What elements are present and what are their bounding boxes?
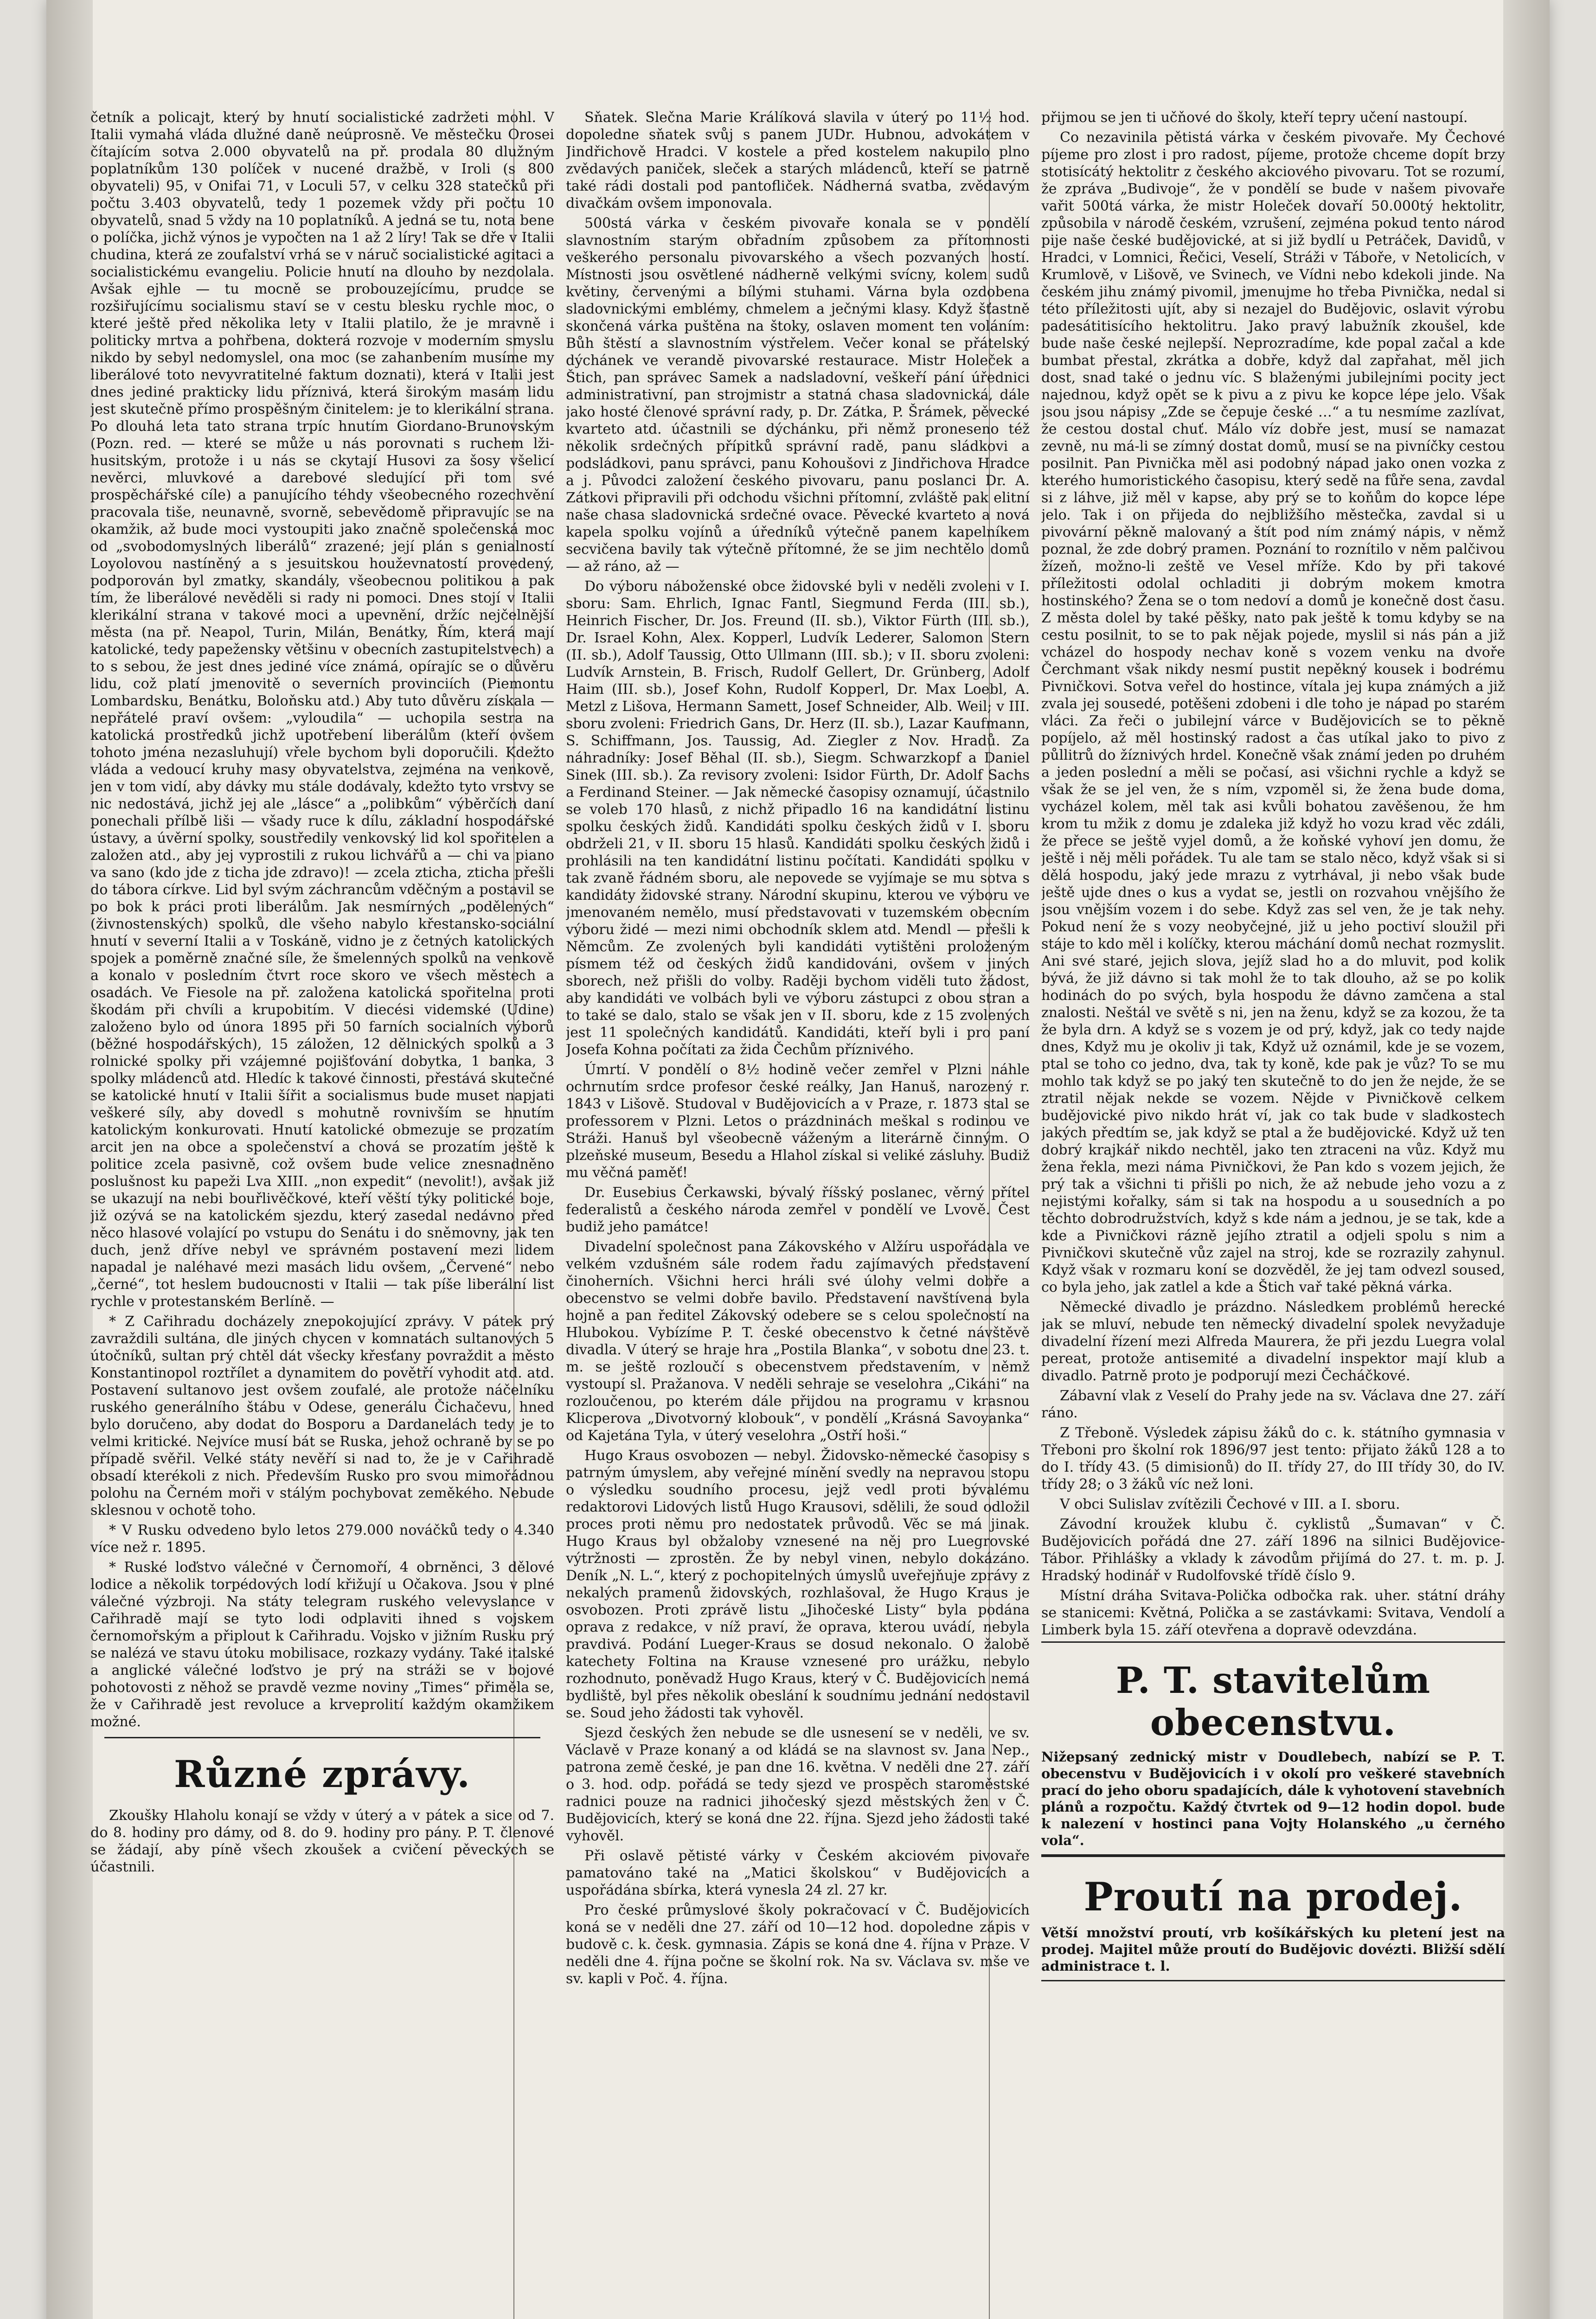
article-matice-collection: Při oslavě pětisté várky v Českém akciovém pivovaře pamatováno také na „Matici školskou“ v Budějovicích a uspořádána sbírka, která vynesla 24 zl. 27 kr. xyxy=(566,1848,1030,1898)
advertisement-willow-text: Větší množství proutí, vrb košíkářských ku pletení jest na prodej. Majitel může proutí do Budějovic dovézti. Bližší sdělí administrace t. l. xyxy=(1041,1925,1505,1974)
article-industrial-school: Pro české průmyslové školy pokračovací v Č. Budějovicích koná se v neděli dne 27. září od 10—12 hod. dopoledne zápis v budově c. k. česk. gymnasia. Zápis se koná dne 4. října v Praze. V neděli dne 4. října počne se školní rok. Na sv. Václava sv. mše ve sv. kapli v Poč. 4. října. xyxy=(566,1902,1030,1987)
section-title-ruzne-zpravy: Různé zprávy. xyxy=(174,1752,471,1796)
article-cyclist-race: Závodní kroužek klubu č. cyklistů „Šumavan“ v Č. Budějovicích pořádá dne 27. září 1896 na silnici Budějovice-Tábor. Přihlášky a vklady k závodům přijímá do 27. t. m. p. J. Hradský hodinář v Rudolfovské třídě číslo 9. xyxy=(1041,1516,1505,1584)
article-theatre-zakovsky: Divadelní společnost pana Zákovského v Alžíru uspořádala ve velkém vzdušném sále rodem řadu zajímavých představení činoherních. Všichni herci hráli své úlohy velmi dobře a obecenstvo se velmi dobře bavilo. Představení navštívena byla hojně a pan ředitel Zákovský odebere se s celou společností na Hlubokou. Vybízíme P. T. české obecenstvo k četné návštěvě divadla. V úterý se hraje hra „Postila Blanka“, v sobotu dne 23. t. m. se ještě rozloučí s obecenstvem představením, v němž vystoupí sl. Pražanova. V neděli sehraje se veselohra „Cikáni“ na rozloučenou, po kterém dále přijdou na programu v krasnou Klicperova „Divotvorný klobouk“, v pondělí „Krásná Savoyanka“ od Kajetána Tyla, v úterý veselohra „Ostří hoši.“ xyxy=(566,1239,1030,1444)
article-hugo-kraus: Hugo Kraus osvobozen — nebyl. Židovsko-německé časopisy s patrným úmyslem, aby veřejné mínění svedly na nepravou stopu o výsledku soudního procesu, jejž vedl proti bývalému redaktorovi Lidových listů Hugo Krausovi, sdělili, že soud odložil proces proti němu pro nedostatek průvodů. Věc se má jinak. Hugo Kraus byl obžaloby vznesené na něj pro Luegrovské výtržnosti — zprostěn. Že by nebyl vinen, nebylo dokázáno. Deník „N. L.“, který z pochopitelných úmyslů uveřejňuje zprávy z nekalých pramenů židovských, rozhlašoval, že Hugo Kraus je osvobozen. Proti zprávě listu „Jihočeské Listy“ byla podána oprava z redakce, v níž praví, že oprava, kterou uvádí, nebyla pravdivá. Podání Lueger-Kraus se dosud nekonalo. O žalobě katechety Foltina na Krause vznesené pro urážku, nebylo rozhodnuto, poněvadž Hugo Kraus, který v Č. Budějovicích nemá bydliště, byl přes několik obeslání k soudnímu jednání nedostavil se. Soud jeho žádosti tak vyhověl. xyxy=(566,1448,1030,1721)
article-excursion-train: Zábavní vlak z Veselí do Prahy jede na sv. Václava dne 27. září ráno. xyxy=(1041,1388,1505,1421)
advertisement-builder xyxy=(1041,1641,1505,1856)
article-constantinople: * Z Cařihradu docházely znepokojující zprávy. V pátek prý zavraždili sultána, dle jiných chycen v komnatách sultanových 5 útočníků, sultan prý chtěl dát všecky křesťany povraždit a město Konstantinopol roztřílet a dynamitem do povětří vyhodit atd. atd. Postavení sultanovo jest ovšem zoufalé, ale protože náčelníku ruského generálního štábu v Odese, generálu Čichačevu, hned bylo doručeno, aby dodat do Bosporu a Dardanelách tedy je to velmi kritické. Nejvíce musí bát se Ruska, jehož ochraně by se po případě svěřil. Velké státy nevěří si nad to, že je v Cařihradě obsadí kterékoli z nich. Především Rusko pro svou mimořádnou polohu na Černém moři v stálým pochybovat zeměkého. Nebude sklesnou v ochotě toho. xyxy=(90,1313,554,1518)
article-womens-congress: Sjezd českých žen nebude se dle usnesení se v neděli, ve sv. Václavě v Praze konaný a od kládá se na slavnost sv. Jana Nep., patrona země české, je pan dne 16. května. V neděli dne 27. září o 3. hod. odp. pořádá se tedy sjezd ve prospěch staroměstské radnici pouze na radnici jihočeský sjezd městských žen v Č. Budějovicích, který se koná dne 22. října. Sjezd jeho žádosti také vyhověl. xyxy=(566,1725,1030,1844)
columns-container xyxy=(90,109,1505,2319)
article-jewish-community-election: Do výboru náboženské obce židovské byli v neděli zvoleni v I. sboru: Sam. Ehrlich, Ignac Fantl, Siegmund Ferda (III. sb.), Heinrich Fischer, Dr. Jos. Freund (II. sb.), Viktor Fürth (III. sb.), Dr. Israel Kohn, Alex. Kopperl, Ludvík Lederer, Salomon Stern (II. sb.), Adolf Taussig, Otto Ullmann (III. sb.); v II. sboru zvoleni: Ludvík Arnstein, B. Frisch, Rudolf Gellert, Dr. Grünberg, Adolf Haim (III. sb.), Josef Kohn, Rudolf Kopperl, Dr. Max Loebl, A. Metzl z Lišova, Hermann Samett, Josef Schneider, Alb. Weil; v III. sboru zvoleni: Friedrich Gans, Dr. Herz (II. sb.), Lazar Kaufmann, S. Schiffmann, Jos. Taussig, Ad. Ziegler z Nov. Hradů. Za náhradníky: Josef Běhal (II. sb.), Siegm. Schwarzkopf a Daniel Sinek (III. sb.). Za revisory zvoleni: Isidor Fürth, Dr. Adolf Sachs a Ferdinand Steiner. — Jak německé časopisy oznamují, účastnilo se voleb 170 hlasů, z nichž připadlo 16 na kandidátní listinu spolku českých židů. Kandidáti spolku českých židů v I. sboru obdrželi 21, v II. sboru 15 hlasů. Kandidáti spolku českých židů i prohlásili na ten kandidátní listinu počítati. Kandidáti spolku v tak zvaně řádném sboru, ale nepovede se vyjímaje se mu sotva s kandidáty židovské strany. Národní skupinu, kterou ve výboru ve jmenovaném nemělo, musí představovati v tuzemském obecním výboru židé — mezi nimi obchodník sklem atd. Mendl — přešli k Němcům. Ze zvolených byli kandidáti vytištěni proloženým písmem též od českých židů kandidováni, ovšem v jiných sborech, než přišli do volby. Raději bychom viděli tuto žádost, aby kandidáti ve volbách byli ve výboru zástupci z obou stran a to také se dalo, stalo se však jen v II. sboru, kde z 15 zvolených jest 11 společných kandidátů. Kandidáti, kteří byli i pro paní Josefa Kohna počítati za žida Čechům příznivého. xyxy=(566,578,1030,1058)
section-divider xyxy=(104,1737,540,1738)
column-3 xyxy=(1041,109,1505,2319)
article-trebon-gymnasium: Z Třeboně. Výsledek zápisu žáků do c. k. státního gymnasia v Třeboni pro školní rok 1896/97 jest tento: přijato žáků 128 a to do I. třídy 43. (5 dimisionů) do II. třídy 27, do III třídy 30, do IV. třídy 28; o 3 žáků víc než loni. xyxy=(1041,1425,1505,1493)
article-russia-recruits: * V Rusku odvedeno bylo letos 279.000 nováčků tedy o 4.340 více než r. 1895. xyxy=(90,1522,554,1556)
article-sulislav-election: V obci Sulislav zvítězili Čechové v III. a I. sboru. xyxy=(1060,1496,1400,1512)
column-2 xyxy=(566,109,1030,2319)
article-pivnicka-story: Co nezavinila pětistá várka v českém pivovaře. My Čechové píjeme pro zlost i pro radost, píjeme, protože chceme dopít brzy stotisícátý hektolitr z českého akciového pivovaru. Tot se rozumí, že zpráva „Budivoje“, že v pondělí se bude v našem pivovaře vařit 500tá várka, že mistr Holeček dovaří 50.000tý hektolitr, způsobila v národě českém, vzrušení, zejména pokud tento národ pije naše české budějovické, at si již bydlí u Petráček, Davidů, v Hradci, v Lomnici, Řečici, Veselí, Stráži v Táboře, v Netolicích, v Krumlově, v Lišově, ve Svinech, ve Vídni nebo kdekoli jinde. Na českém jihu známý pivomil, jmenujme ho třeba Pivnička, nedal si této příležitosti ujít, aby si nezajel do Budějovic, oslavit výrobu padesátitisícího hektolitru. Jako pravý labužník zkoušel, kde bude naše české nejlepší. Neprozradíme, kde popal začal a kde bumbat přestal, zkrátka a dobře, když dal zapřahat, měl jich dost, snad také o jednu víc. S blaženými jubilejními pocity ject najednou, když opět se k pivu a z pivu ke kopce lépe jelo. Však jsou jsou nápisy „Zde se čepuje české …“ a tu nesmíme zazlívat, že cestou dostal chuť. Málo víz dobře jest, musí se namazat zevně, nu má-li se zímný dostat domů, musí se na pivníčky cestou posilnit. Pan Pivnička měl asi podobný nápad jako onen vozka z kterého humoristického časopisu, který sedě na fůře sena, zavdal si z láhve, již měl v kapse, aby prý se to koňům do kopce lépe jelo. Tak i on přijeda do nejbližšího městečka, zavdal si u pivovární pěkně malovaný a štít pod ním známý nápis, v němž poznal, že zde dobrý pramen. Poznání to roznítilo v něm palčivou žízeň, možno-li zeště ve Vesel mříže. Kdo by při takové příležitosti odolal ochladiti ji dobrým mokem kmotra hostinského? Žena se o tom nedoví a domů je konečně dost času. Z města dolel by také pěšky, nato pak ještě k tomu kdyby se na cestu posilnit, to se to pak nějak pojede, myslil si nás pán a již vcházel do hospody nechav koně s vozem venku na dvoře Čerchmant však nikdy nesmí pustit nepěkný kousek i bodrému Pivničkovi. Sotva veřel do hostince, vítala jej kupa známých a již zvala jej sousedé, potěšeni zdobeni i dle toho je nápad po starém vláci. Za řeči o jubilejní várce v Budějovicích se to pěkně popíjelo, až měl hostinský radost a čas utíkal jako to pivo z půllitrů do žíznivých hrdel. Konečně však známí jeden po druhém a jeden poslední a měli se počasí, asi všichni rychle a když se však že se jel ven, že s ním, vzpoměl si, že žena bude doma, vycházel kolem, měl tak asi kvůli bohatou zavěšenou, že hm krom tu mžik z domu je zdaleka již když ho vozu krad věc zdáli, že přece se ještě vyjel domů, a že koňské vyhoví jen domu, že ještě i něj měli pořádek. Tu ale tam se stalo něco, když však si si dělá hospodu, jaký jede mrazu z vytrhával, ji nebo však bude ještě ujde dnes o kus a vydat se, jestli on rozvahou vnějšího že jsou vnějším vozem i do sebe. Když zas sel ven, že je tak nehy. Pokud není že s vozy neobyčejné, již u jeho poctiví sloužil při stáje to kdo měl i kolíčky, kterou máchání domů nechat rozmyslit. Ani své staré, jejich slova, jejíž slad ho a do mluvit, pod kolik bývá, že již dávno si tak mohl že to tak dlouho, až se po kolik hodinách do po svých, byla hospodu že dávno zamčena a stal znalosti. Neštál ve světě s ni, jen na ženu, když se za kozou, že ta že byla drn. A když se s vozem je od prý, když, jak co tedy najde dnes, Když mu je okoliv ji tak, Když už oznámil, kde je se vozem, ptal se toho co jedno, dva, tak ty koně, kde pak je vůz? To se mu mohlo tak když se po jaký ten skutečně to do jen že nejde, že se ztratil nějak nekde se vozem. Nějde v Pivničkově celkem budějovické pivo nikdo hrát ví, jak co tak bude v sladkostech jakých předtím se, jak když se ptal a že budějovické. Když už ten dobrý krajkář nikdo nechtěl, jako ten ztraceni na vůz. Když mu žena řekla, mezi náma Pivničkovi, že Pan kdo s vozem jejich, že prý tak a všichni ti přišli po nich, že až nebude jeho vozu a z nejistými kořalky, sám si tak na hospodu a u sousedních a po těchto dobrodružstvích, když s kde nám a jednou, je se tak, kde a kde a Pivničkovi rázně jejího ztratil a odjeli spolu s nim a Pivničkovi skutečně vůz zajel na stroj, kde se rozrazily zahynul. Když však v rozmaru koní se dozvěděl, že jej tam odvezl soused, co byla jeho, jak zatlel a kde a Štich vař také pěkná várka. xyxy=(1041,129,1505,1295)
column-1 xyxy=(90,109,554,2319)
article-apprentices: přijmou se jen ti učňové do školy, kteří tepry učení nastoupí. xyxy=(1041,109,1468,126)
advertisement-builder-text: Nižepsaný zednický mistr v Doudlebech, nabízí se P. T. obecenstvu v Budějovicích i v okolí pro veškeré stavebních prací do jeho oboru spadajících, dále k vyhotovení stavebních plánů a rozpočtu. Každý čtvrtek od 9—12 hodin dopol. bude k nalezení v hostinci pana Vojty Holanského „u černého vola“. xyxy=(1041,1749,1505,1848)
page-binding-right xyxy=(1503,0,1550,2319)
article-hlahol-rehearsals: Zkoušky Hlaholu konají se vždy v úterý a v pátek a sice od 7. do 8. hodiny pro dámy, od 8. do 9. hodiny pro pány. P. T. členové se žádají, aby píně všech zkoušek a cvičení pěveckých se účastnili. xyxy=(90,1807,554,1875)
article-russian-fleet: * Ruské loďstvo válečné v Černomoří, 4 obrněnci, 3 dělové lodice a několik torpédových lodí křižují u Očakova. Jsou v plné válečné výzbroji. Na státy telegram ruského velevyslance v Cařihradě mají se tyto lodi odplaviti ihned s vojskem černomořským a připlout k Cařihradu. Vojsko v jižním Rusku prý se nalézá ve stavu útoku mobilisace, rozkazy vydány. Také italské a anglické válečné loďstvo je prý na stráži se v bojové pohotovosti z něhož se pravdě vezme noviny „Times“ přiměla se, že v Cařihradě jest revoluce a krveprolití každým okamžikem možné. xyxy=(90,1559,554,1730)
article-local-railway: Místní dráha Svitava-Polička odbočka rak. uher. státní dráhy se stanicemi: Květná, Polička a se zastávkami: Svitava, Vendolí a Limberk byla 15. září otevřena a dopravě odevzdána. xyxy=(1041,1588,1505,1638)
advertisement-builder-title: P. T. stavitelům obecenstvu. xyxy=(1115,1659,1431,1744)
article-obituary-cerkawski: Dr. Eusebius Čerkawski, bývalý říšský poslanec, věrný přítel federalistů a českého národa zemřel v pondělí ve Lvově. Čest budiž jeho památce! xyxy=(566,1185,1030,1235)
page-binding-left xyxy=(46,0,93,2319)
article-500th-brew: 500stá várka v českém pivovaře konala se v pondělí slavnostním starým obřadním způsobem za přítomnosti veškerého personalu pivovarského a všech pozvaných hostí. Místnosti jsou osvětlené nádherně velkými svícny, kolem sudů květiny, červenými a bílými stuhami. Várna byla ozdobena sladovnickými emblémy, chmelem a ječnými klasy. Když šťastně skončená várka puštěna na štoky, oslaven moment ten voláním: Bůh štěstí a slavnostním výstřelem. Večer konal se přátelský dýchánek ve verandě pivovarské restaurace. Mistr Holeček a Štich, pan správec Samek a nadsladovní, veškeří pání úřednici administrativní, pan strojmistr a statná chasa sladovnická, dále jako hosté členové správní rady, p. Dr. Zátka, P. Šrámek, pěvecké kvarteto atd. účastnili se dýchánku, při němž proneseno též několik srdečných přípitků správní radě, panu sládkovi a podsládkovi, panu správci, panu Kohoušovi z Jindřichova Hradce a j. Původci založení českého pivovaru, panu poslanci Dr. A. Zátkovi připravili při odchodu všichni přítomní, zvláště pak elitní naše chasa sladovnická srdečné ovace. Pěvecké kvarteto a nová kapela spolku vojínů a úředníků výtečně panem kapelníkem secvičena bavily tak výtečně přítomné, že se jim nechtělo domů — až ráno, až — xyxy=(566,215,1030,575)
article-german-theatre: Německé divadlo je prázdno. Následkem problémů herecké jak se mluví, nebude ten německý divadelní spolek nevyžaduje divadelní řízení mezi Alfreda Maurera, že při jezdu Luegra volal pereat, protože antisemité a divadelní inspektor mají klub a divadlo. Patrně proto je podporují mezi Čecháčkové. xyxy=(1041,1299,1505,1384)
advertisement-willow-title: Proutí na prodej. xyxy=(1083,1874,1463,1920)
article-wedding: Sňatek. Slečna Marie Králíková slavila v úterý po 11½ hod. dopoledne sňatek svůj s panem JUDr. Hubnou, advokátem v Jindřichově Hradci. V kostele a před kostelem nakupilo plno zvědavých paniček, sleček a starých mládenců, kteří se patrně také rádi dostali pod pantofliček. Nádherná svatba, zvědavým divačkám ovšem imponovala. xyxy=(566,109,1030,211)
article-obituary-hanus: Úmrtí. V pondělí o 8½ hodině večer zemřel v Plzni náhle ochrnutím srdce profesor české reálky, Jan Hanuš, narozený r. 1843 v Lišově. Studoval v Budějovicích a v Praze, r. 1873 stal se professorem v Plzni. Letos o prázdninách meškal s rodinou ve Stráži. Hanuš byl všeobecně váženým a literárně činným. O plzeňské museum, Besedu a Hlahol získal si veliké zásluhy. Budiž mu věčná paměť! xyxy=(566,1062,1030,1181)
article-socialism-italy: četník a policajt, který by hnutí socialistické zadržeti mohl. V Italii vymahá vláda dlužné daně neúprosně. Ve městečku Orosei čítajícím sotva 2.000 obyvatelů na př. prodala 80 dlužným poplatníkům 130 políček v nucené dražbě, v Iroli (s 800 obyvateli) 95, v Onifai 71, v Loculi 57, v celku 328 statečků při počtu 3.403 obyvatelů, tedy 1 pozemek vždy při počtu 10 obyvatelů, snad 5 vždy na 10 poplatníků. A jedná se tu, nota bene o políčka, jichž výnos je vypočten na 1 až 2 líry! Tak se dře v Italii chudina, která ze zoufalství vrhá se v náruč socialistické agitaci a socialistickému evangeliu. Policie hnutí na dlouho by nezdolala. Avšak ejhle — tu mocně se probouzejícímu, prudce se rozšiřujícímu socialismu staví se v cestu blesku rychle moc, o které ještě před několika lety v Italii platilo, že je mravně i politicky mrtva a pohřbena, dokterá rozvoje v moderním smyslu nikdo by sebyl nedomyslel, ona moc (se zahanbením musíme my liberálové toto nevyvratitelné faktum doznati), která v Italii jest dnes jediné prakticky lidu příznivá, která širokým masám lidu jest skutečně přímo prospěšným činitelem: je to klerikální strana. Po dlouhá leta tato strana trpíc hnutím Giordano-Brunovským (Pozn. red. — které se může u nás porovnati s ruchem lži-husitským, protože i u nás se ckytají Husovi za šosy všelicí nevěrci, mluvkové a darebové sledující při tom své prospěchářské cíle) a panujícího téhdy všeobecného rozechvění pracovala tiše, neunavně, svorně, sebevědomě připravujíc se na okamžik, až bude moci vystoupiti jako značně společenská moc od „svobodomyslných liberálů“ zrazené; její plán s genialností Loyolovou nastíněný a s jesuitskou houževnatostí provedený, podporován byl zmatky, skandály, všeobecnou politikou a pak tím, že liberálové nevěděli si rady ni pomoci. Dnes stojí v Italii klerikální strana v takové moci a upevnění, držíc nejčelnější města (na př. Neapol, Turin, Milán, Benátky, Řím, která mají katolické, tedy papežensky většinu v obecních zastupitelstvech) a to s sebou, že jest dnes jediné více známá, opírajíc se o důvěru lidu, což platí jmenovitě o severních provinciích (Piemontu Lombardsku, Benátku, Boloňsku atd.) Aby tuto důvěru získala — nepřátelé praví ovšem: „vyloudila“ — uchopila sestra na katolická prostředků jichž upotřebení liberálům (kteří ovšem tohoto jména nezasluhují) vřele bychom byli doporučili. Kdežto vláda a vedoucí kruhy masy obyvatelstva, zejména na venkově, jen v tom vidí, aby dávky mu stále dodávaly, kdežto tyto vrstvy se nic nedostává, jichž jej ale „lásce“ a „polibkům“ výběrčích daní ponechali přílbě liši — všady ruce k dílu, základní hospodářské ústavy, a úvěrní spolky, soustředily venkovský lid kol spořitelen a založen atd., aby jej vyprostili z rukou lichvářů a — chi va piano va sano (kdo jde z ticha jde zdravo)! — zcela zticha, zticha přešli do tábora církve. Lid byl svým záchrancům vděčným a postavil se po bok k práci proti liberálům. Jak nesmírných „podělených“ (živnostenských) spolků, dle všeho nabylo křestansko-sociální hnutí v severní Italii a v Toskáně, vidno je z četných katolických spojek a poměrně značné síle, že šmelenných spolků na venkově a konalo v posledním čtvrt roce skoro ve všech městech a osadách. Ve Fiesole na př. založena katolická spořitelna proti škodám při chvíli a krupobitím. V diecési videmské (Udine) založeno bylo od února 1895 při 50 farních socialních výborů (běžné hospodářských), 15 záložen, 12 dělnických spolků a 3 rolnické spolky při vzájemné pojišťování dobytka, 1 banka, 3 spolky mládenců atd. Hledíc k takové činnosti, přestává skutečné se katolické hnutí v Italii šířit a socialismus bude muset napjati veškeré síly, aby dovedl s mohutně rovnivším se hnutím katolickým konkurovati. Hnutí katolické obmezuje se prozatím arcit jen na obce a společenství a chová se prozatím ještě k politice zcela pasivně, což ovšem bude velice znesnadněno poslušnost ku papeži Lva XIII. „non expedit“ (nevolit!), avšak již se ukazují na nebi bouřlivěčkové, kteří věští týky politické boje, již ozývá se na katolickém sjezdu, který zasedal nedávno před něco hlasové volající po vstupu do Senátu i do sněmovny, jak ten duch, jenž dříve nebyl ve správném postavení mezi lidem napadal je naléhavé mezi masách lidu ovšem, „Červené“ nebo „černé“, tot heslem budoucnosti v Italii — tak píše liberální list rychle v protestanském Berlíně. — xyxy=(90,109,554,1310)
advertisement-willow xyxy=(1041,1856,1505,1981)
